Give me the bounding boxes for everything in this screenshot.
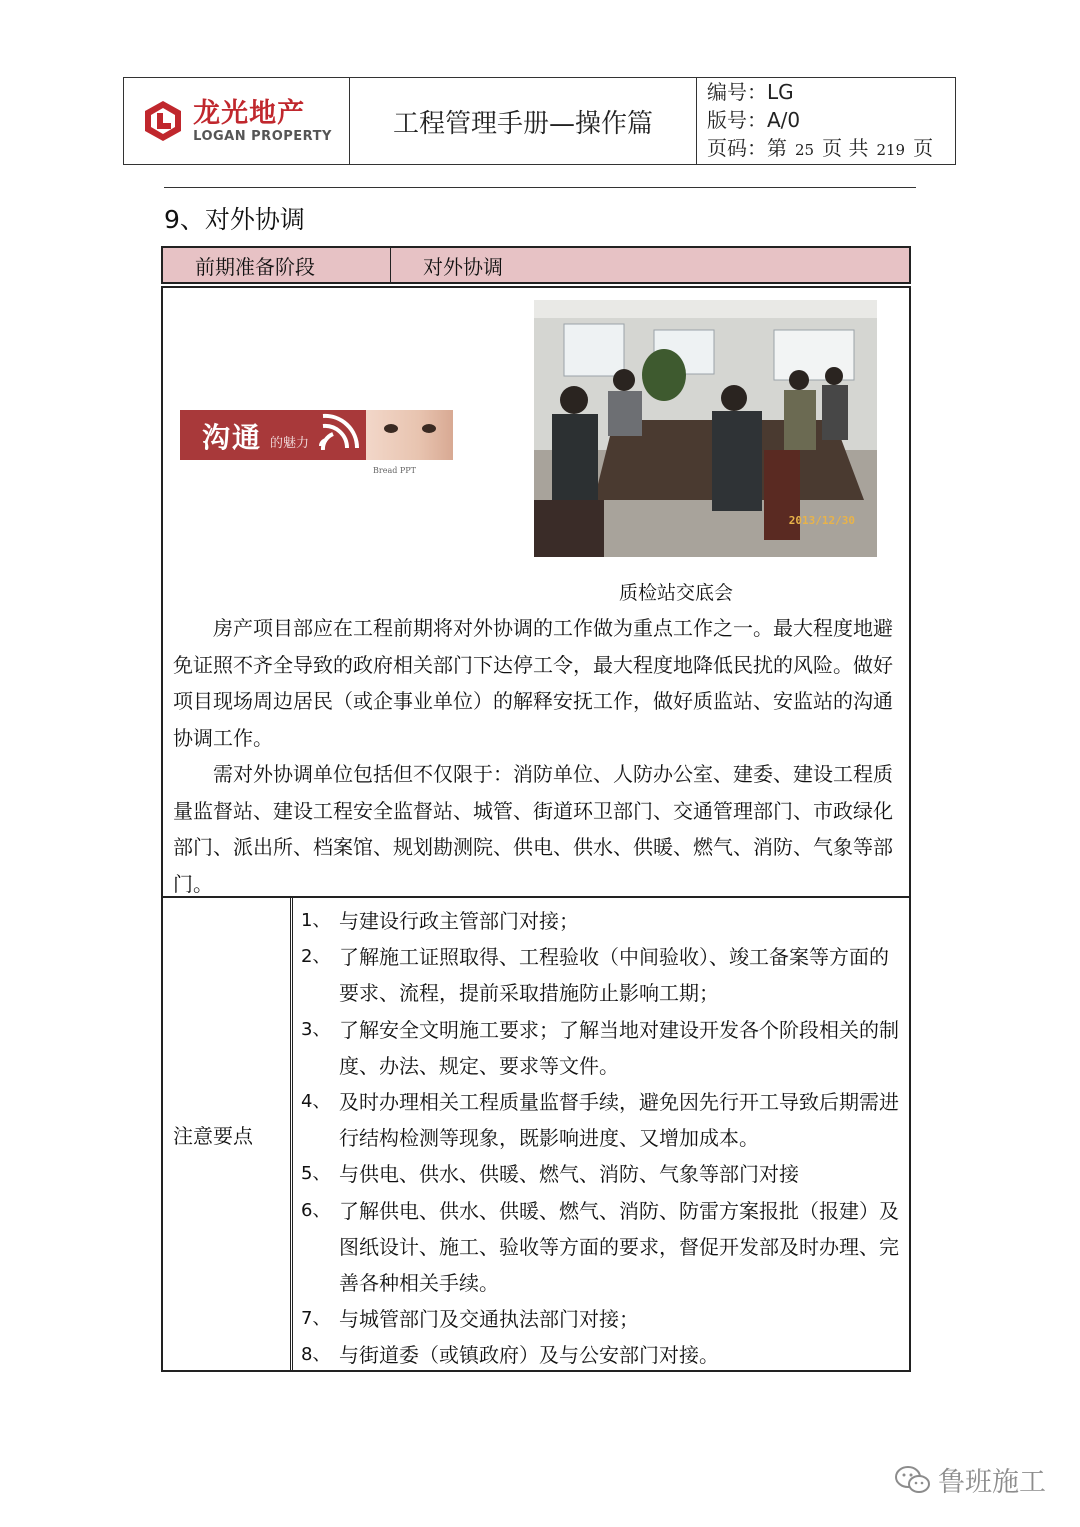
- list-item: 3、 了解安全文明施工要求；了解当地对建设开发各个阶段相关的制度、办法、规定、要求等文件。: [301, 1017, 899, 1078]
- key-points-list: [293, 898, 909, 1370]
- banner-credit: Bread PPT: [373, 466, 416, 475]
- watermark-text: 鲁班施工: [938, 1467, 1046, 1498]
- banner-subtitle: 的魅力: [270, 436, 310, 451]
- list-item: 6、 了解供电、供水、供暖、燃气、消防、防雷方案报批（报建）及图纸设计、施工、验收等方面的要求，督促开发部及时办理、完善各种相关手续。: [301, 1198, 899, 1296]
- signal-wave-icon: [315, 412, 359, 450]
- page-total: 219: [876, 141, 906, 159]
- page-mid: 页 共: [822, 136, 869, 160]
- logan-logo-icon: [141, 99, 185, 143]
- page-indicator: [707, 134, 955, 164]
- manual-title: 工程管理手册—操作篇: [350, 78, 697, 164]
- page-suffix: 页: [913, 136, 934, 160]
- paragraph-coordination-units: 需对外协调单位包括但不仅限于：消防单位、人防办公室、建委、建设工程质量监督站、建设工程安全监督站、城管、街道环卫部门、交通管理部门、市政绿化部门、派出所、档案馆、规划勘测院、供电、供水、供暖、燃气、消防、气象等部门。: [173, 762, 893, 896]
- child-face-photo: [366, 410, 453, 460]
- document-info: [697, 78, 955, 164]
- logo-english-name: LOGAN PROPERTY: [193, 128, 332, 144]
- list-item: 7、 与城管部门及交通执法部门对接；: [301, 1307, 639, 1332]
- company-logo: [124, 78, 350, 164]
- photo-caption: 质检站交底会: [619, 582, 734, 604]
- list-item: 1、 与建设行政主管部门对接；: [301, 909, 579, 933]
- header-divider: [164, 187, 916, 188]
- content-table: [161, 246, 911, 1372]
- paragraph-coordination-importance: 房产项目部应在工程前期将对外协调的工作做为重点工作之一。最大程度地避免证照不齐全导致的政府相关部门下达停工令，最大程度地降低民扰的风险。做好项目现场周边居民（或企事业单位）的解释安抚工作，做好质监站、安监站的沟通协调工作。: [173, 616, 893, 750]
- list-item: 8、 与街道委（或镇政府）及与公安部门对接。: [301, 1343, 719, 1368]
- meeting-photo: [534, 300, 877, 557]
- key-points-label: 注意要点: [163, 898, 293, 1370]
- page-current: 25: [795, 141, 815, 159]
- document-version: 版号：A/0: [707, 108, 801, 132]
- stage-value: 对外协调: [423, 254, 503, 279]
- key-points-row: [161, 898, 911, 1372]
- wechat-icon: [894, 1465, 932, 1495]
- list-item: 4、 及时办理相关工程质量监督手续，避免因先行开工导致后期需进行结构检测等现象，既影响进度、又增加成本。: [301, 1090, 899, 1151]
- document-header: [123, 77, 956, 165]
- photo-date-stamp: 2013/12/30: [788, 514, 855, 527]
- wechat-watermark: [894, 1460, 1046, 1499]
- section-title: 9、对外协调: [164, 205, 305, 234]
- page-prefix: 页码：第: [707, 136, 787, 160]
- banner-title: 沟通: [202, 421, 263, 454]
- list-item: 2、 了解施工证照取得、工程验收（中间验收）、竣工备案等方面的要求、流程，提前采取措施防止影响工期；: [301, 945, 889, 1006]
- document-number: 编号：LG: [707, 80, 794, 104]
- table-header-row: [161, 246, 911, 284]
- list-item: 5、 与供电、供水、供暖、燃气、消防、气象等部门对接: [301, 1162, 799, 1187]
- logo-chinese-name: 龙光地产: [193, 97, 306, 129]
- communication-banner-image: [180, 410, 453, 460]
- description-cell: [161, 286, 911, 898]
- stage-label: 前期准备阶段: [163, 248, 391, 282]
